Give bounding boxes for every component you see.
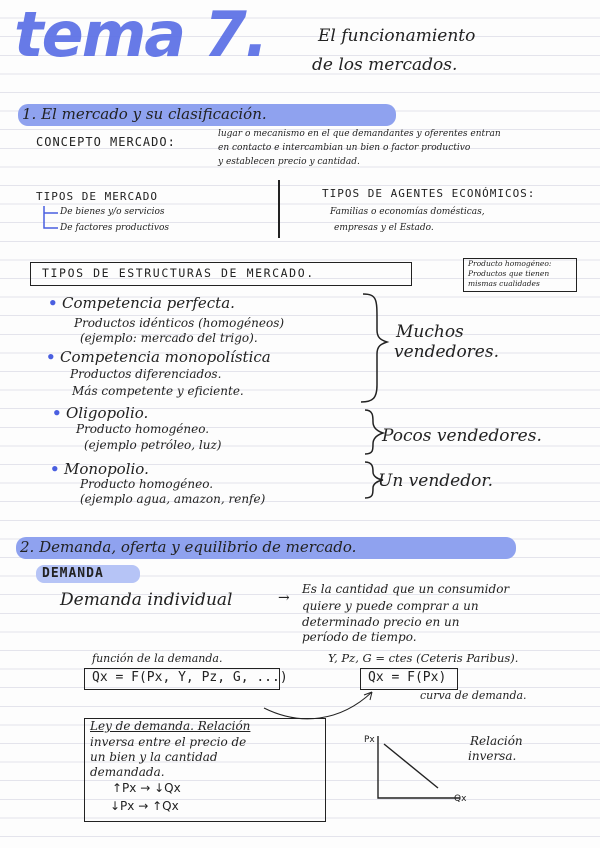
topic-subtitle-line1: El funcionamiento — [318, 26, 476, 46]
structures-heading: TIPOS DE ESTRUCTURAS DE MERCADO. — [42, 266, 315, 280]
vertical-divider — [278, 180, 280, 238]
group-few: Pocos vendedores. — [382, 426, 542, 446]
note-line1: Producto homogéneo: — [468, 259, 552, 268]
structure-perfect-line2: (ejemplo: mercado del trigo). — [80, 331, 258, 345]
structure-monopolistic-line1: Productos diferenciados. — [70, 367, 222, 381]
law-line3: un bien y la cantidad — [90, 750, 218, 764]
structure-perfect-name: Competencia perfecta. — [62, 294, 235, 312]
formula-short: Qx = F(Px) — [368, 670, 447, 685]
law-line2: inversa entre el precio de — [90, 735, 247, 749]
topic-title: tema 7. — [14, 0, 267, 71]
agent-types-line1: Familias o economías domésticas, — [330, 207, 485, 217]
arrow-right-icon: → — [278, 590, 290, 606]
note-line3: mismas cualidades — [468, 279, 540, 288]
law-rule-up: ↑Px → ↓Qx — [112, 781, 181, 795]
graph-x-label: Qx — [454, 794, 467, 804]
curve-label: curva de demanda. — [420, 689, 527, 702]
group-many-line1: Muchos — [396, 322, 464, 342]
concept-label: CONCEPTO MERCADO: — [36, 135, 176, 149]
structure-monopoly-line1: Producto homogéneo. — [80, 477, 214, 491]
law-rule-down: ↓Px → ↑Qx — [110, 799, 179, 813]
bullet-icon: • — [52, 404, 62, 422]
concept-line3: y establecen precio y cantidad. — [218, 157, 360, 167]
market-types-bracket — [38, 204, 62, 232]
section2-title: 2. Demanda, oferta y equilibrio de mercado. — [20, 538, 357, 556]
concept-line2: en contacto e intercambian un bien o factor productivo — [218, 143, 471, 153]
demand-heading: DEMANDA — [42, 566, 104, 581]
concept-line1: lugar o mecanismo en el que demandantes y oferentes entran — [218, 129, 501, 139]
bullet-icon: • — [46, 348, 56, 366]
bullet-icon: • — [50, 460, 60, 478]
law-line1: Ley de demanda. Relación — [90, 719, 251, 733]
structure-monopoly-line2: (ejemplo agua, amazon, renfe) — [80, 492, 266, 506]
note-line2: Productos que tienen — [468, 269, 550, 278]
group-one: Un vendedor. — [378, 471, 494, 491]
individual-def-line1: Es la cantidad que un consumidor — [302, 582, 510, 596]
individual-def-line2: quiere y puede comprar a un — [302, 599, 479, 613]
law-line4: demandada. — [90, 765, 165, 779]
structure-monopolistic-line2: Más competente y eficiente. — [72, 384, 244, 398]
market-types-heading: TIPOS DE MERCADO — [36, 190, 158, 203]
graph-y-label: Px — [364, 735, 375, 745]
structure-oligopoly-line2: (ejemplo petróleo, luz) — [84, 438, 222, 452]
bullet-icon: • — [48, 294, 58, 312]
formula-full: Qx = F(Px, Y, Pz, G, ...) — [92, 670, 288, 685]
individual-def-line3: determinado precio en un — [302, 615, 460, 629]
agent-types-line2: empresas y el Estado. — [334, 223, 434, 233]
market-type-item-factors: De factores productivos — [60, 223, 169, 233]
individual-def-line4: período de tiempo. — [302, 630, 417, 644]
agent-types-heading: TIPOS DE AGENTES ECONÓMICOS: — [322, 187, 536, 200]
graph-label-line2: inversa. — [468, 749, 517, 763]
individual-demand-label: Demanda individual — [60, 590, 233, 610]
curved-arrow-icon — [260, 688, 380, 722]
market-type-item-goods: De bienes y/o servicios — [60, 207, 165, 217]
function-label: función de la demanda. — [92, 652, 223, 665]
section1-title: 1. El mercado y su clasificación. — [22, 105, 267, 123]
structure-monopoly-name: Monopolio. — [64, 460, 149, 478]
structure-oligopoly-line1: Producto homogéneo. — [76, 422, 210, 436]
structure-oligopoly-name: Oligopolio. — [66, 404, 149, 422]
structure-monopolistic-name: Competencia monopolística — [60, 348, 271, 366]
graph-label-line1: Relación — [470, 734, 523, 748]
group-many-line2: vendedores. — [394, 342, 499, 362]
topic-subtitle-line2: de los mercados. — [312, 55, 458, 75]
structure-perfect-line1: Productos idénticos (homogéneos) — [74, 316, 285, 330]
ceteris-paribus: Y, Pz, G = ctes (Ceteris Paribus). — [328, 651, 519, 665]
